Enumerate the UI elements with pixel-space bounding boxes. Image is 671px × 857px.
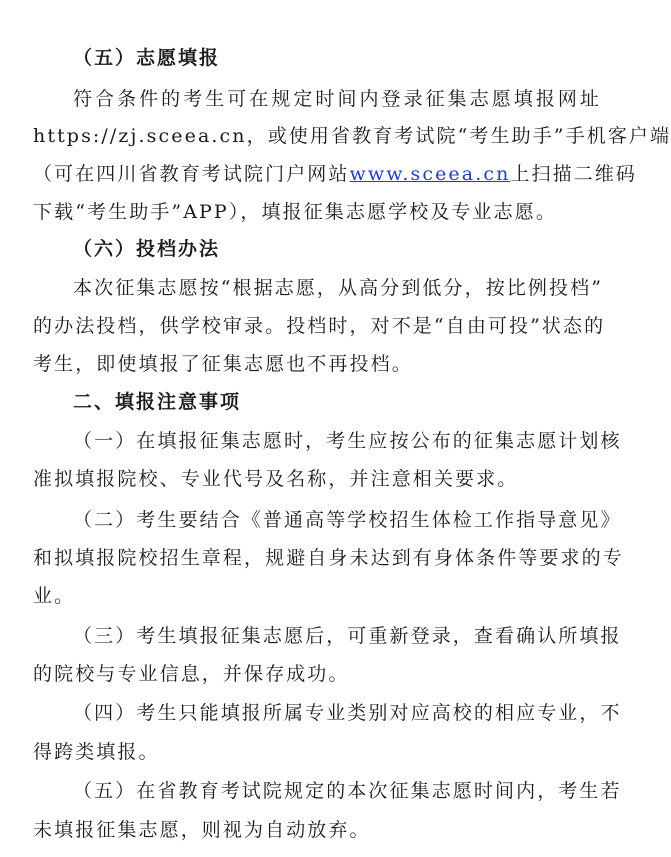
paragraph-line: https://zj.sceea.cn，或使用省教育考试院“考生助手”手机客户端	[33, 125, 671, 147]
paragraph-text: （可在四川省教育考试院门户网站	[33, 163, 350, 185]
paragraph-line: 下载“考生助手”APP），填报征集志愿学校及专业志愿。	[33, 201, 557, 223]
paragraph-line: （二）考生要结合《普通高等学校招生体检工作指导意见》	[73, 509, 622, 531]
paragraph-line: （一）在填报征集志愿时，考生应按公布的征集志愿计划核	[73, 430, 622, 452]
paragraph-line: 考生，即使填报了征集志愿也不再投档。	[33, 353, 413, 375]
website-link[interactable]: www.sceea.cn	[349, 163, 511, 185]
section-heading-admission-method: （六）投档办法	[73, 238, 221, 260]
paragraph-line: 未填报征集志愿，则视为自动放弃。	[33, 819, 371, 841]
paragraph-line: 得跨类填报。	[33, 741, 160, 763]
paragraph-line: 本次征集志愿按“根据志愿，从高分到低分，按比例投档”	[73, 277, 604, 299]
paragraph-line: 业。	[33, 585, 76, 607]
paragraph-line: 和拟填报院校招生章程，规避自身未达到有身体条件等要求的专	[33, 547, 624, 569]
paragraph-line: （五）在省教育考试院规定的本次征集志愿时间内，考生若	[73, 780, 622, 802]
paragraph-line: 的办法投档，供学校审录。投档时，对不是“自由可投”状态的	[33, 315, 606, 337]
paragraph-line: 准拟填报院校、专业代号及名称，并注意相关要求。	[33, 468, 519, 490]
paragraph-text: 上扫描二维码	[510, 163, 638, 185]
section-heading-volunteer-filling: （五）志愿填报	[73, 47, 221, 69]
paragraph-line: 的院校与专业信息，并保存成功。	[33, 663, 350, 685]
section-heading-notes: 二、填报注意事项	[73, 391, 242, 413]
paragraph-line: （三）考生填报征集志愿后，可重新登录，查看确认所填报	[73, 625, 622, 647]
paragraph-line: （四）考生只能填报所属专业类别对应高校的相应专业，不	[73, 702, 622, 724]
paragraph-line	[33, 162, 638, 186]
paragraph-line: 符合条件的考生可在规定时间内登录征集志愿填报网址	[73, 88, 601, 110]
